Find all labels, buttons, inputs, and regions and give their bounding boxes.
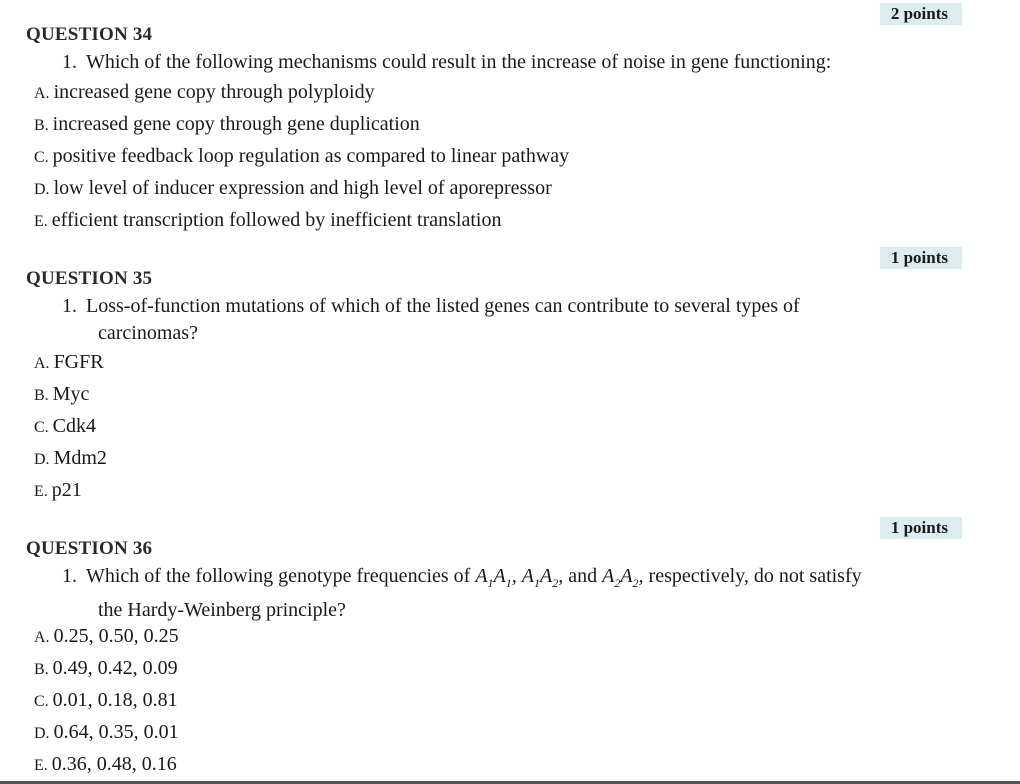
option-letter: E. xyxy=(34,483,48,500)
points-badge-q34: 2 points xyxy=(880,3,962,25)
question-title-q35: QUESTION 35 xyxy=(26,268,153,289)
option-letter: D. xyxy=(34,451,50,468)
option-text: 0.64, 0.35, 0.01 xyxy=(53,721,179,743)
option-c-q35[interactable] xyxy=(34,414,96,440)
option-text: 0.01, 0.18, 0.81 xyxy=(52,689,178,711)
question-title-q34: QUESTION 34 xyxy=(26,24,153,45)
question-text-q35 xyxy=(62,293,800,347)
question-text-and: and xyxy=(568,565,598,587)
option-a-q34[interactable] xyxy=(34,80,375,106)
option-letter: A. xyxy=(34,85,50,102)
option-text: increased gene copy through polyploidy xyxy=(53,81,375,103)
option-letter: D. xyxy=(34,725,50,742)
option-d-q36[interactable] xyxy=(34,720,179,746)
option-d-q35[interactable] xyxy=(34,446,107,472)
question-text-line: Which of the following mechanisms could result in the increase of noise in gene functioning: xyxy=(86,51,832,73)
option-letter: B. xyxy=(34,117,49,134)
option-d-q34[interactable] xyxy=(34,176,552,202)
option-letter: A. xyxy=(34,355,50,372)
points-badge-q35: 1 points xyxy=(880,247,962,269)
option-letter: B. xyxy=(34,661,49,678)
option-text: 0.49, 0.42, 0.09 xyxy=(52,657,178,679)
question-title-q36: QUESTION 36 xyxy=(26,538,153,559)
option-b-q35[interactable] xyxy=(34,382,89,408)
points-badge-q36: 1 points xyxy=(880,517,962,539)
question-text-q36 xyxy=(62,563,862,624)
option-text: increased gene copy through gene duplication xyxy=(52,113,420,135)
genotype-a1a2: $A_1A_2$, xyxy=(521,565,564,590)
option-letter: C. xyxy=(34,149,49,166)
option-a-q36[interactable] xyxy=(34,624,179,650)
question-text-line: Loss-of-function mutations of which of the listed genes can contribute to several types of xyxy=(86,295,800,317)
option-c-q36[interactable] xyxy=(34,688,178,714)
option-e-q36[interactable] xyxy=(34,752,177,778)
option-letter: E. xyxy=(34,757,48,774)
question-number: 1. xyxy=(62,51,77,73)
option-letter: B. xyxy=(34,387,49,404)
genotype-a1a1: $A_1A_1$, xyxy=(475,565,517,590)
question-text-line: Which of the following genotype frequencies of xyxy=(86,565,471,587)
option-a-q35[interactable] xyxy=(34,350,104,376)
question-text-continuation: the Hardy-Weinberg principle? xyxy=(98,599,346,621)
option-text: low level of inducer expression and high level of aporepressor xyxy=(53,177,552,199)
option-text: 0.36, 0.48, 0.16 xyxy=(51,753,177,775)
option-text: efficient transcription followed by inefficient translation xyxy=(51,209,502,231)
question-number: 1. xyxy=(62,565,77,587)
question-text-tail: respectively, do not satisfy xyxy=(648,565,862,587)
option-b-q36[interactable] xyxy=(34,656,178,682)
question-text-continuation: carcinomas? xyxy=(98,322,198,344)
option-b-q34[interactable] xyxy=(34,112,420,138)
question-text-q34 xyxy=(62,49,831,76)
option-letter: D. xyxy=(34,181,50,198)
option-text: Mdm2 xyxy=(53,447,107,469)
question-number: 1. xyxy=(62,295,77,317)
option-letter: C. xyxy=(34,693,49,710)
option-text: Myc xyxy=(52,383,90,405)
option-text: FGFR xyxy=(53,351,104,373)
option-text: positive feedback loop regulation as compared to linear pathway xyxy=(52,145,570,167)
option-c-q34[interactable] xyxy=(34,144,569,170)
option-text: 0.25, 0.50, 0.25 xyxy=(53,625,179,647)
genotype-a2a2: $A_2A_2$, xyxy=(602,565,644,590)
option-letter: E. xyxy=(34,213,48,230)
option-text: p21 xyxy=(51,479,82,501)
option-letter: C. xyxy=(34,419,49,436)
option-e-q34[interactable] xyxy=(34,208,501,234)
option-letter: A. xyxy=(34,629,50,646)
option-text: Cdk4 xyxy=(52,415,97,437)
option-e-q35[interactable] xyxy=(34,478,82,504)
